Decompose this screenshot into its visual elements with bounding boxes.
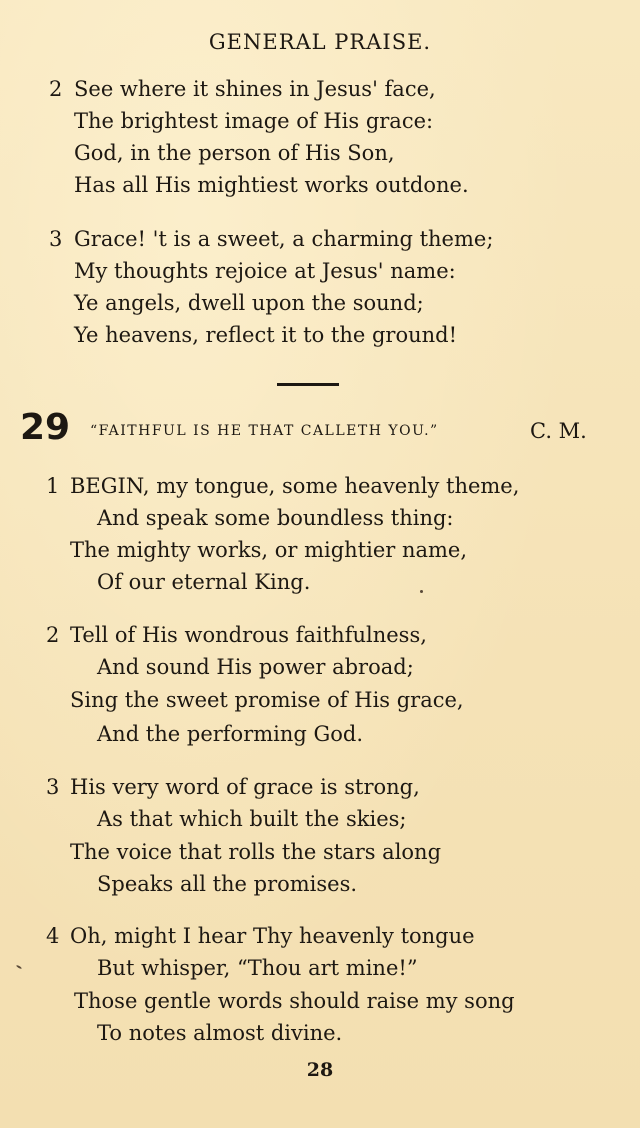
- verse-line: Ye angels, dwell upon the sound;: [74, 291, 424, 315]
- verse-line: The mighty works, or mightier name,: [70, 538, 468, 562]
- verse-line: And the performing God.: [97, 722, 364, 746]
- paper-speck: [16, 965, 22, 970]
- verse-line: And speak some boundless thing:: [97, 506, 454, 530]
- verse-line: Of our eternal King.: [97, 570, 311, 594]
- verse-line: God, in the person of His Son,: [74, 141, 395, 165]
- verse-line: His very word of grace is strong,: [70, 775, 420, 799]
- stanza-number: 1: [46, 474, 60, 498]
- verse-line: As that which built the skies;: [97, 807, 407, 831]
- hymn-title: “FAITHFUL IS HE THAT CALLETH YOU.”: [90, 423, 439, 439]
- stanza-number: 2: [49, 77, 63, 101]
- verse-line: But whisper, “Thou art mine!”: [97, 956, 418, 980]
- stanza-number: 3: [46, 775, 60, 799]
- verse-line: Has all His mightiest works outdone.: [74, 173, 469, 197]
- verse-line: To notes almost divine.: [97, 1021, 343, 1045]
- verse-line: BEGIN, my tongue, some heavenly theme,: [70, 474, 520, 498]
- stanza-number: 4: [46, 924, 60, 948]
- verse-line: My thoughts rejoice at Jesus' name:: [74, 259, 456, 283]
- stanza-number: 3: [49, 227, 63, 251]
- verse-line: Tell of His wondrous faithfulness,: [70, 623, 427, 647]
- verse-line: See where it shines in Jesus' face,: [74, 77, 436, 101]
- verse-line: And sound His power abroad;: [97, 655, 414, 679]
- verse-line: Speaks all the promises.: [97, 872, 358, 896]
- verse-line: Grace! 't is a sweet, a charming theme;: [74, 227, 494, 251]
- verse-line: Ye heavens, reflect it to the ground!: [74, 323, 458, 347]
- stanza-number: 2: [46, 623, 60, 647]
- paper-speck: [420, 590, 423, 593]
- verse-line: Sing the sweet promise of His grace,: [70, 688, 464, 712]
- verse-line: Oh, might I hear Thy heavenly tongue: [70, 924, 475, 948]
- page-number: 28: [306, 1059, 334, 1081]
- verse-line: The brightest image of His grace:: [74, 109, 434, 133]
- verse-line: The voice that rolls the stars along: [70, 840, 442, 864]
- verse-line: Those gentle words should raise my song: [74, 989, 515, 1013]
- running-head: GENERAL PRAISE.: [208, 30, 432, 54]
- section-divider: [277, 383, 339, 386]
- hymn-number: 29: [20, 407, 71, 448]
- hymn-meter: C. M.: [530, 419, 587, 443]
